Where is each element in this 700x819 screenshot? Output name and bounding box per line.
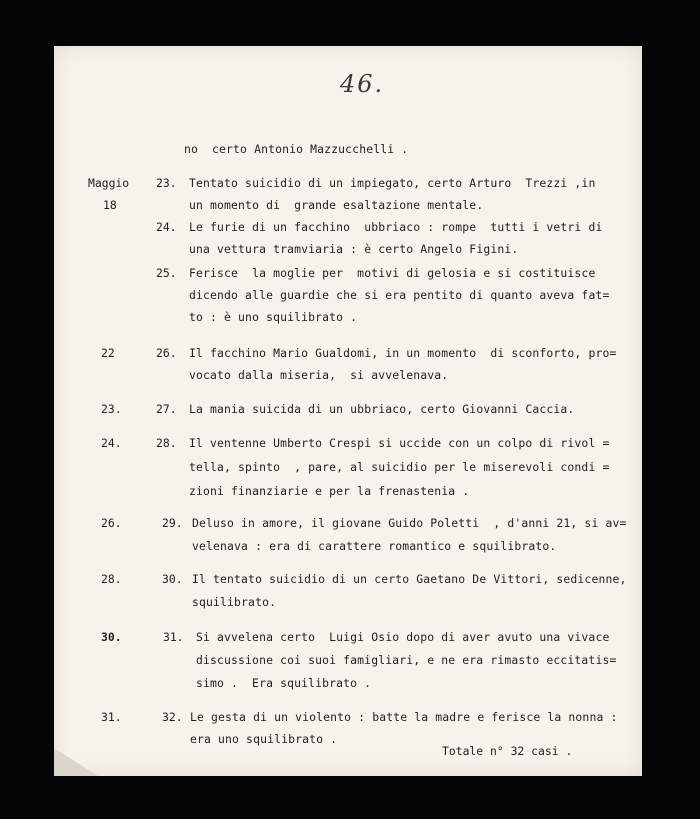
entry-number: 32. [162, 710, 183, 724]
entry-line: vocato dalla miseria, si avvelenava. [189, 368, 449, 382]
entry-number: 25. [156, 266, 177, 280]
date-day-26: 26. [101, 516, 122, 530]
entry-line: una vettura tramviaria : è certo Angelo Figini. [189, 242, 519, 256]
date-day-28: 28. [101, 572, 122, 586]
date-day-31: 31. [101, 710, 122, 724]
entry-line: Il facchino Mario Gualdomi, in un momento di sconforto, pro= [189, 346, 617, 360]
entry-line: Le furie di un facchino ubbriaco : rompe tutti i vetri di [189, 220, 603, 234]
entry-line: Le gesta di un violento : batte la madre e ferisce la nonna : [190, 710, 618, 724]
date-day-24: 24. [101, 436, 122, 450]
entry-line: Deluso in amore, il giovane Guido Poletti , d'anni 21, si av= [192, 516, 627, 530]
entry-line: tella, spinto , pare, al suicidio per le miserevoli condi = [189, 460, 610, 474]
entry-number: 27. [156, 402, 177, 416]
entry-line: to : è uno squilibrato . [189, 310, 358, 324]
date-month: Maggio [88, 176, 130, 190]
date-day-18: 18 [103, 198, 117, 212]
entry-number: 30. [162, 572, 183, 586]
entry-line: Il tentato suicidio di un certo Gaetano De Vittori, sedicenne, [192, 572, 627, 586]
entry-line: un momento di grande esaltazione mentale. [189, 198, 484, 212]
entry-line: velenava : era di carattere romantico e squilibrato. [192, 539, 557, 553]
date-day-30: 30. [101, 630, 122, 644]
page-number: 46. [340, 70, 385, 98]
entry-number: 31. [163, 630, 184, 644]
entry-number: 23. [156, 176, 177, 190]
entry-line: Ferisce la moglie per motivi di gelosia e si costituisce [189, 266, 596, 280]
date-day-23: 23. [101, 402, 122, 416]
intro-line: no certo Antonio Mazzucchelli . [184, 142, 409, 156]
entry-number: 24. [156, 220, 177, 234]
entry-line: Tentato suicidio di un impiegato, certo Arturo Trezzi ,in [189, 176, 596, 190]
entry-line: zioni finanziarie e per la frenastenia . [189, 484, 470, 498]
entry-line: La mania suicida di un ubbriaco, certo Giovanni Caccia. [189, 402, 575, 416]
entry-number: 28. [156, 436, 177, 450]
entry-line: Il ventenne Umberto Crespi si uccide con un colpo di rivol = [189, 436, 610, 450]
entry-number: 29. [162, 516, 183, 530]
folded-corner [54, 748, 98, 776]
entry-line: dicendo alle guardie che si era pentito di quanto aveva fat= [189, 288, 610, 302]
entry-line: squilibrato. [192, 595, 277, 609]
total-cases: Totale n° 32 casi . [442, 744, 573, 758]
entry-line: Si avvelena certo Luigi Osio dopo di aver avuto una vivace [196, 630, 610, 644]
entry-number: 26. [156, 346, 177, 360]
entry-line: simo . Era squilibrato . [196, 676, 372, 690]
entry-line: discussione coi suoi famigliari, e ne era rimasto eccitatis= [196, 653, 617, 667]
entry-line: era uno squilibrato . [190, 732, 338, 746]
date-day-22: 22 [101, 346, 115, 360]
